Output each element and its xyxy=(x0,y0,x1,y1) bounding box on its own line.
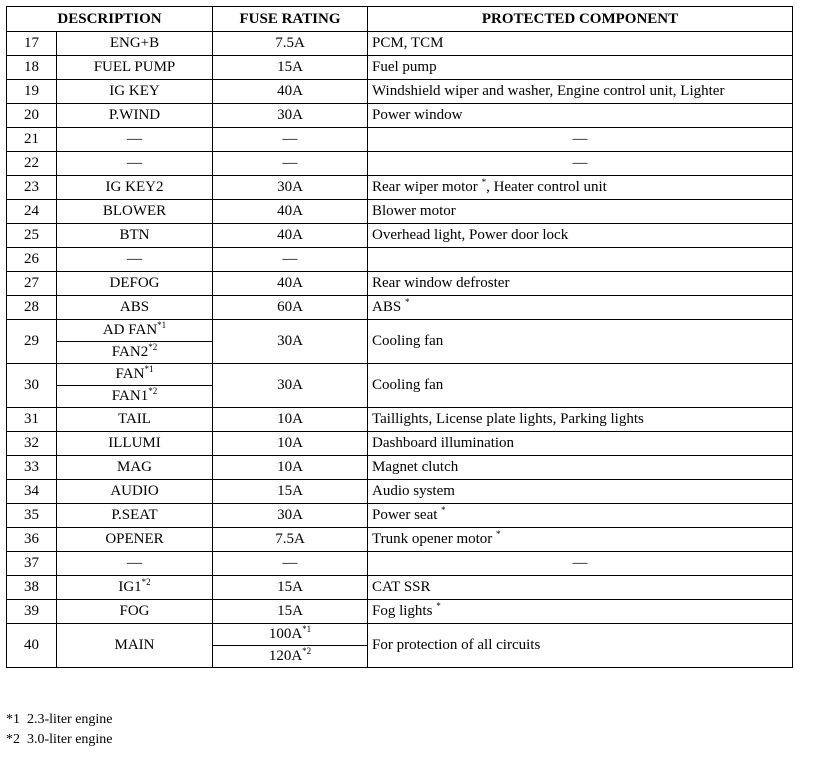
protected-component xyxy=(368,296,793,320)
fuse-description: P.SEAT xyxy=(57,504,213,528)
fuse-description: ABS xyxy=(57,296,213,320)
fuse-description xyxy=(57,364,213,386)
fuse-description: DEFOG xyxy=(57,272,213,296)
fuse-description: MAIN xyxy=(57,624,213,668)
footnote-mark: * xyxy=(441,505,446,515)
fuse-rating: 10A xyxy=(213,432,368,456)
component-text: ABS xyxy=(372,299,402,315)
table-row xyxy=(7,248,793,272)
fuse-rating: 40A xyxy=(213,200,368,224)
table-row xyxy=(7,56,793,80)
fuse-number: 37 xyxy=(7,552,57,576)
fuse-rating: 10A xyxy=(213,456,368,480)
header-row xyxy=(7,7,793,32)
protected-component: Cooling fan xyxy=(368,364,793,408)
fuse-description xyxy=(57,320,213,342)
protected-component: Taillights, License plate lights, Parking lights xyxy=(368,408,793,432)
footnotes xyxy=(6,710,113,750)
table-row xyxy=(7,364,793,386)
protected-component: — xyxy=(368,128,793,152)
protected-component: Blower motor xyxy=(368,200,793,224)
table-row xyxy=(7,432,793,456)
fuse-number: 33 xyxy=(7,456,57,480)
protected-component: Overhead light, Power door lock xyxy=(368,224,793,248)
fuse-description: P.WIND xyxy=(57,104,213,128)
rating-text: 100A xyxy=(268,626,303,642)
fuse-number: 38 xyxy=(7,576,57,600)
fuse-rating: 30A xyxy=(213,104,368,128)
table-row xyxy=(7,504,793,528)
fuse-description: BLOWER xyxy=(57,200,213,224)
footnote-mark: *2 xyxy=(148,342,158,352)
fuse-description: IG KEY xyxy=(57,80,213,104)
table-row xyxy=(7,272,793,296)
fuse-description: FOG xyxy=(57,600,213,624)
table-row xyxy=(7,104,793,128)
fuse-number: 29 xyxy=(7,320,57,364)
footnote-mark: * xyxy=(404,297,410,307)
fuse-rating: 30A xyxy=(213,364,368,408)
footnote-mark: *2 xyxy=(148,386,158,396)
component-text: Power seat xyxy=(372,507,438,523)
fuse-number: 25 xyxy=(7,224,57,248)
component-text: Trunk opener motor xyxy=(372,531,493,547)
description-text: AD FAN xyxy=(102,322,158,338)
fuse-number: 21 xyxy=(7,128,57,152)
fuse-number: 26 xyxy=(7,248,57,272)
fuse-description: ENG+B xyxy=(57,32,213,56)
footnote-mark: * xyxy=(481,177,487,187)
fuse-description: — xyxy=(57,552,213,576)
fuse-number: 40 xyxy=(7,624,57,668)
table-row xyxy=(7,576,793,600)
footnote-mark: * xyxy=(436,601,441,611)
fuse-description: ILLUMI xyxy=(57,432,213,456)
protected-component: Rear window defroster xyxy=(368,272,793,296)
footnote-mark: *2 xyxy=(141,577,151,587)
fuse-rating: 30A xyxy=(213,504,368,528)
table-row xyxy=(7,152,793,176)
table-row xyxy=(7,552,793,576)
fuse-rating xyxy=(213,646,368,668)
footnote-mark: *2 xyxy=(6,732,20,747)
protected-component xyxy=(368,176,793,200)
protected-component: Dashboard illumination xyxy=(368,432,793,456)
footnote-mark: * xyxy=(496,529,501,539)
footnote-mark: *2 xyxy=(302,646,312,656)
protected-component: Windshield wiper and washer, Engine control unit, Lighter xyxy=(368,80,793,104)
description-text: FAN1 xyxy=(111,388,149,404)
protected-component xyxy=(368,248,793,272)
fuse-description xyxy=(57,342,213,364)
protected-component: For protection of all circuits xyxy=(368,624,793,668)
table-row xyxy=(7,200,793,224)
fuse-description: — xyxy=(57,128,213,152)
component-text: Fog lights xyxy=(372,603,433,619)
fuse-number: 18 xyxy=(7,56,57,80)
fuse-rating: 15A xyxy=(213,576,368,600)
fuse-description: FUEL PUMP xyxy=(57,56,213,80)
fuse-description: AUDIO xyxy=(57,480,213,504)
table-row xyxy=(7,224,793,248)
table-row xyxy=(7,320,793,342)
fuse-number: 20 xyxy=(7,104,57,128)
fuse-number: 24 xyxy=(7,200,57,224)
fuse-rating: — xyxy=(213,128,368,152)
protected-component: Audio system xyxy=(368,480,793,504)
fuse-description: MAG xyxy=(57,456,213,480)
fuse-number: 36 xyxy=(7,528,57,552)
fuse-rating: 40A xyxy=(213,272,368,296)
fuse-number: 30 xyxy=(7,364,57,408)
fuse-description: — xyxy=(57,248,213,272)
footnote xyxy=(6,710,113,730)
footnote-text: 2.3-liter engine xyxy=(27,712,113,727)
fuse-rating: — xyxy=(213,152,368,176)
table-row xyxy=(7,128,793,152)
protected-component: Magnet clutch xyxy=(368,456,793,480)
description-text: FAN2 xyxy=(111,344,149,360)
protected-component xyxy=(368,504,793,528)
fuse-rating: 7.5A xyxy=(213,32,368,56)
description-text: IG1 xyxy=(118,579,142,595)
table-row xyxy=(7,600,793,624)
fuse-rating: 40A xyxy=(213,80,368,104)
component-text: Rear wiper motor xyxy=(372,179,478,195)
fuse-number: 28 xyxy=(7,296,57,320)
footnote-mark: *1 xyxy=(302,624,312,634)
fuse-number: 27 xyxy=(7,272,57,296)
fuse-number: 23 xyxy=(7,176,57,200)
fuse-rating: 7.5A xyxy=(213,528,368,552)
fuse-rating: 15A xyxy=(213,480,368,504)
footnote xyxy=(6,730,113,750)
component-text-tail: , Heater control unit xyxy=(486,179,607,195)
footnote-text: 3.0-liter engine xyxy=(27,732,113,747)
table-row xyxy=(7,528,793,552)
fuse-rating: — xyxy=(213,552,368,576)
fuse-rating xyxy=(213,624,368,646)
fuse-description: TAIL xyxy=(57,408,213,432)
protected-component: Fuel pump xyxy=(368,56,793,80)
fuse-description: — xyxy=(57,152,213,176)
fuse-number: 39 xyxy=(7,600,57,624)
protected-component: PCM, TCM xyxy=(368,32,793,56)
fuse-rating: 30A xyxy=(213,320,368,364)
fuse-description xyxy=(57,386,213,408)
table-row xyxy=(7,296,793,320)
fuse-number: 35 xyxy=(7,504,57,528)
table-row xyxy=(7,624,793,646)
fuse-number: 32 xyxy=(7,432,57,456)
fuse-rating: 10A xyxy=(213,408,368,432)
header-fuse-rating: FUSE RATING xyxy=(213,7,368,32)
fuse-description: IG KEY2 xyxy=(57,176,213,200)
fuse-description xyxy=(57,576,213,600)
fuse-number: 31 xyxy=(7,408,57,432)
protected-component: Cooling fan xyxy=(368,320,793,364)
rating-text: 120A xyxy=(268,648,303,664)
fuse-description: BTN xyxy=(57,224,213,248)
header-protected-component: PROTECTED COMPONENT xyxy=(368,7,793,32)
fuse-number: 22 xyxy=(7,152,57,176)
protected-component: — xyxy=(368,152,793,176)
table-row xyxy=(7,32,793,56)
footnote-mark: *1 xyxy=(157,320,167,330)
header-description: DESCRIPTION xyxy=(7,7,213,32)
protected-component: — xyxy=(368,552,793,576)
fuse-rating: 40A xyxy=(213,224,368,248)
footnote-mark: *1 xyxy=(6,712,20,727)
protected-component xyxy=(368,528,793,552)
description-text: FAN xyxy=(115,366,145,382)
fuse-number: 17 xyxy=(7,32,57,56)
protected-component: Power window xyxy=(368,104,793,128)
protected-component: CAT SSR xyxy=(368,576,793,600)
table-row xyxy=(7,408,793,432)
footnote-mark: *1 xyxy=(144,364,154,374)
protected-component xyxy=(368,600,793,624)
fuse-rating: 15A xyxy=(213,56,368,80)
table-row xyxy=(7,480,793,504)
fuse-rating: — xyxy=(213,248,368,272)
table-row xyxy=(7,80,793,104)
fuse-description: OPENER xyxy=(57,528,213,552)
fuse-rating: 15A xyxy=(213,600,368,624)
fuse-rating: 60A xyxy=(213,296,368,320)
fuse-number: 19 xyxy=(7,80,57,104)
fuse-number: 34 xyxy=(7,480,57,504)
fuse-rating: 30A xyxy=(213,176,368,200)
table-row xyxy=(7,456,793,480)
fuse-table xyxy=(6,6,793,668)
table-row xyxy=(7,176,793,200)
